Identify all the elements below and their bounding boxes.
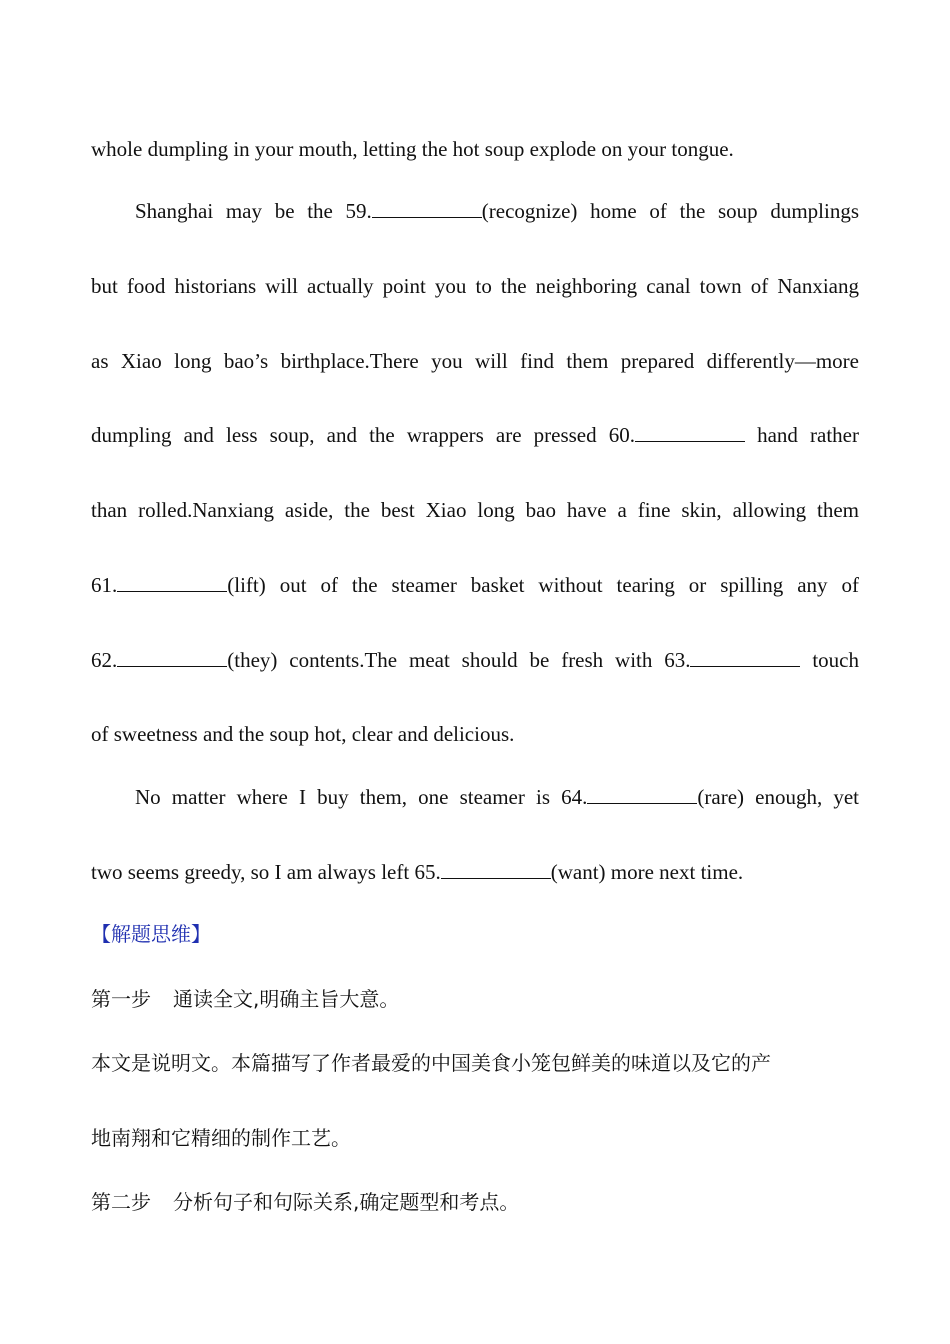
passage-line <box>91 197 859 225</box>
answer-blank-61 <box>117 572 227 592</box>
step-text: 通读全文,明确主旨大意。 <box>173 987 400 1011</box>
text: hand rather <box>745 423 859 447</box>
answer-blank-59 <box>372 198 482 218</box>
summary-text: 本文是说明文。本篇描写了作者最爱的中国美食小笼包鲜美的味道以及它的产 <box>91 1051 771 1075</box>
text: No matter where I buy them, one steamer is 64. <box>135 785 588 809</box>
passage-line <box>91 858 859 886</box>
text: 62. <box>91 648 118 672</box>
text: than rolled.Nanxiang aside, the best Xiao long bao have a fine skin, allowing them <box>91 498 859 522</box>
text: touch <box>800 648 859 672</box>
text: two seems greedy, so I am always left 65. <box>91 860 441 884</box>
text: (lift) out of the steamer basket without tearing or spilling any of <box>227 573 859 597</box>
summary-text: 地南翔和它精细的制作工艺。 <box>91 1126 351 1150</box>
passage-line <box>91 135 859 163</box>
passage-line <box>91 272 859 300</box>
text: Shanghai may be the 59. <box>135 199 372 223</box>
answer-blank-63 <box>690 647 800 667</box>
heading-text: 【解题思维】 <box>91 922 211 946</box>
step-label: 第一步 <box>91 987 151 1011</box>
text: of sweetness and the soup hot, clear and delicious. <box>91 722 515 746</box>
text: but food historians will actually point you to the neighboring canal town of Nanxiang <box>91 274 859 298</box>
analysis-heading <box>91 920 859 948</box>
passage-line <box>91 783 859 811</box>
summary-line <box>91 1049 859 1077</box>
text: (rare) enough, yet <box>697 785 859 809</box>
text: (they) contents.The meat should be fresh with 63. <box>227 648 691 672</box>
step1-line <box>91 985 859 1013</box>
text: as Xiao long bao’s birthplace.There you will find them prepared differently—more <box>91 349 859 373</box>
summary-line <box>91 1124 859 1152</box>
text: 61. <box>91 573 118 597</box>
passage-line <box>91 720 859 748</box>
passage-line <box>91 421 859 449</box>
step2-line <box>91 1188 859 1216</box>
passage-line <box>91 571 859 599</box>
text: whole dumpling in your mouth, letting the hot soup explode on your tongue. <box>91 137 734 161</box>
passage-line <box>91 347 859 375</box>
answer-blank-62 <box>117 647 227 667</box>
text: (recognize) home of the soup dumplings <box>481 199 859 223</box>
step-text: 分析句子和句际关系,确定题型和考点。 <box>173 1190 520 1214</box>
step-label: 第二步 <box>91 1190 151 1214</box>
answer-blank-60 <box>635 422 745 442</box>
answer-blank-65 <box>441 859 551 879</box>
passage-line <box>91 646 859 674</box>
text: dumpling and less soup, and the wrappers are pressed 60. <box>91 423 635 447</box>
passage-line <box>91 496 859 524</box>
text: (want) more next time. <box>550 860 744 884</box>
answer-blank-64 <box>587 784 697 804</box>
